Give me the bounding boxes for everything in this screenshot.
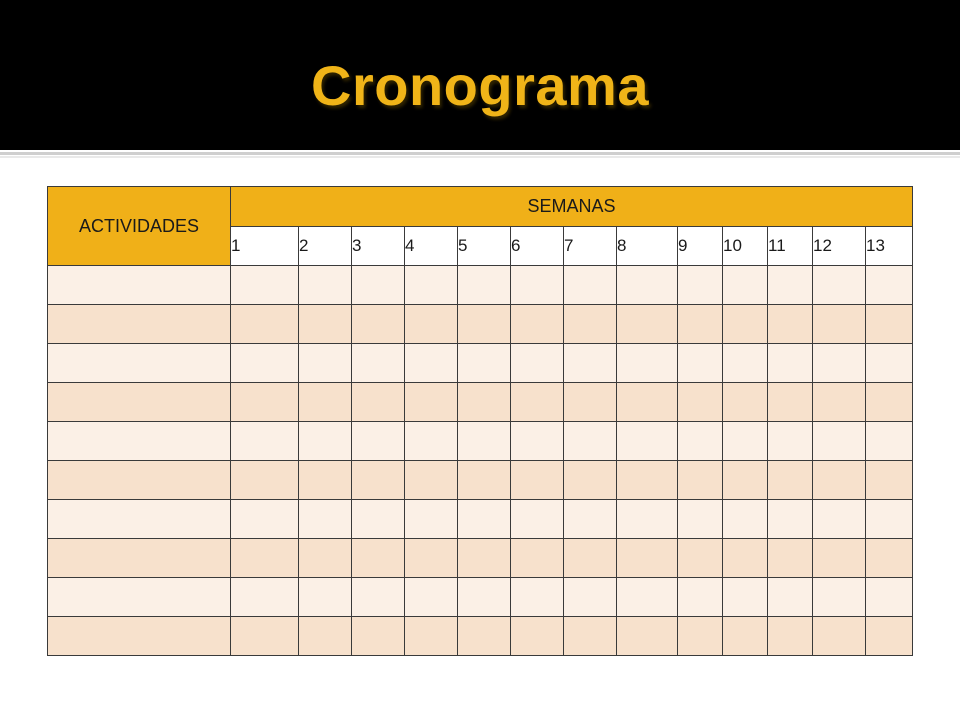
- week-cell[interactable]: [511, 617, 564, 656]
- week-cell[interactable]: [231, 578, 299, 617]
- week-cell[interactable]: [617, 617, 678, 656]
- week-cell[interactable]: [617, 461, 678, 500]
- activity-cell[interactable]: [48, 305, 231, 344]
- week-cell[interactable]: [299, 617, 352, 656]
- week-cell[interactable]: [723, 383, 768, 422]
- week-cell[interactable]: [813, 422, 866, 461]
- schedule-table: [47, 186, 913, 656]
- week-cell[interactable]: [299, 461, 352, 500]
- week-cell[interactable]: [866, 539, 913, 578]
- week-cell[interactable]: [511, 500, 564, 539]
- week-cell[interactable]: [564, 305, 617, 344]
- week-cell[interactable]: [866, 617, 913, 656]
- week-cell[interactable]: [723, 422, 768, 461]
- week-cell[interactable]: [768, 344, 813, 383]
- table-row: [48, 344, 913, 383]
- week-cell[interactable]: [617, 383, 678, 422]
- week-cell[interactable]: [723, 305, 768, 344]
- table-row: [48, 305, 913, 344]
- week-cell[interactable]: [564, 383, 617, 422]
- week-cell[interactable]: [723, 617, 768, 656]
- week-cell[interactable]: [768, 461, 813, 500]
- week-number-3: 3: [352, 226, 405, 266]
- week-number-11: 11: [768, 226, 813, 266]
- week-cell[interactable]: [231, 617, 299, 656]
- week-cell[interactable]: [813, 383, 866, 422]
- week-cell[interactable]: [458, 305, 511, 344]
- week-cell[interactable]: [299, 344, 352, 383]
- activity-cell[interactable]: [48, 578, 231, 617]
- activity-cell[interactable]: [48, 383, 231, 422]
- week-cell[interactable]: [564, 422, 617, 461]
- week-cell[interactable]: [405, 500, 458, 539]
- week-cell[interactable]: [352, 266, 405, 305]
- week-cell[interactable]: [617, 539, 678, 578]
- week-cell[interactable]: [352, 305, 405, 344]
- week-cell[interactable]: [511, 383, 564, 422]
- week-cell[interactable]: [813, 578, 866, 617]
- week-number-6: 6: [511, 226, 564, 266]
- table-row: [48, 539, 913, 578]
- week-cell[interactable]: [405, 422, 458, 461]
- week-cell[interactable]: [723, 578, 768, 617]
- week-cell[interactable]: [458, 383, 511, 422]
- week-cell[interactable]: [617, 422, 678, 461]
- week-cell[interactable]: [405, 539, 458, 578]
- week-cell[interactable]: [511, 461, 564, 500]
- week-cell[interactable]: [405, 461, 458, 500]
- week-cell[interactable]: [231, 305, 299, 344]
- week-cell[interactable]: [564, 500, 617, 539]
- week-cell[interactable]: [511, 344, 564, 383]
- week-cell[interactable]: [866, 461, 913, 500]
- week-cell[interactable]: [813, 305, 866, 344]
- week-cell[interactable]: [405, 578, 458, 617]
- week-cell[interactable]: [678, 305, 723, 344]
- week-cell[interactable]: [299, 383, 352, 422]
- week-number-7: 7: [564, 226, 617, 266]
- title-divider: [0, 152, 960, 155]
- week-cell[interactable]: [678, 578, 723, 617]
- week-cell[interactable]: [768, 500, 813, 539]
- week-cell[interactable]: [405, 617, 458, 656]
- week-cell[interactable]: [231, 266, 299, 305]
- weeks-header: SEMANAS: [231, 187, 913, 227]
- week-cell[interactable]: [352, 422, 405, 461]
- week-cell[interactable]: [723, 539, 768, 578]
- week-cell[interactable]: [458, 617, 511, 656]
- week-number-9: 9: [678, 226, 723, 266]
- week-cell[interactable]: [617, 344, 678, 383]
- activity-cell[interactable]: [48, 617, 231, 656]
- week-cell[interactable]: [723, 344, 768, 383]
- week-cell[interactable]: [813, 344, 866, 383]
- activity-cell[interactable]: [48, 461, 231, 500]
- week-cell[interactable]: [299, 500, 352, 539]
- week-cell[interactable]: [458, 422, 511, 461]
- activities-header: ACTIVIDADES: [48, 187, 231, 266]
- week-cell[interactable]: [678, 539, 723, 578]
- week-cell[interactable]: [866, 578, 913, 617]
- week-cell[interactable]: [768, 266, 813, 305]
- week-cell[interactable]: [405, 266, 458, 305]
- table-row: [48, 383, 913, 422]
- week-cell[interactable]: [231, 500, 299, 539]
- activity-cell[interactable]: [48, 539, 231, 578]
- week-number-4: 4: [405, 226, 458, 266]
- week-cell[interactable]: [352, 344, 405, 383]
- week-cell[interactable]: [405, 305, 458, 344]
- week-cell[interactable]: [511, 305, 564, 344]
- week-cell[interactable]: [866, 500, 913, 539]
- week-cell[interactable]: [458, 539, 511, 578]
- week-cell[interactable]: [866, 344, 913, 383]
- week-cell[interactable]: [564, 539, 617, 578]
- week-cell[interactable]: [678, 383, 723, 422]
- week-cell[interactable]: [299, 266, 352, 305]
- week-cell[interactable]: [723, 266, 768, 305]
- week-cell[interactable]: [564, 461, 617, 500]
- week-cell[interactable]: [231, 539, 299, 578]
- week-cell[interactable]: [866, 305, 913, 344]
- week-cell[interactable]: [678, 422, 723, 461]
- week-cell[interactable]: [564, 617, 617, 656]
- week-cell[interactable]: [564, 344, 617, 383]
- table-row: [48, 422, 913, 461]
- week-number-1: 1: [231, 226, 299, 266]
- table-row: [48, 500, 913, 539]
- week-cell[interactable]: [231, 422, 299, 461]
- week-cell[interactable]: [866, 383, 913, 422]
- week-cell[interactable]: [405, 383, 458, 422]
- week-cell[interactable]: [866, 266, 913, 305]
- week-number-12: 12: [813, 226, 866, 266]
- week-cell[interactable]: [617, 266, 678, 305]
- week-cell[interactable]: [352, 383, 405, 422]
- week-cell[interactable]: [352, 617, 405, 656]
- week-number-13: 13: [866, 226, 913, 266]
- week-cell[interactable]: [231, 461, 299, 500]
- week-cell[interactable]: [511, 422, 564, 461]
- week-number-5: 5: [458, 226, 511, 266]
- week-cell[interactable]: [564, 266, 617, 305]
- week-cell[interactable]: [617, 578, 678, 617]
- week-cell[interactable]: [768, 305, 813, 344]
- table-row: [48, 578, 913, 617]
- week-cell[interactable]: [458, 344, 511, 383]
- slide-title: Cronograma: [311, 53, 649, 117]
- schedule-body: [48, 266, 913, 656]
- title-divider-secondary: [0, 156, 960, 158]
- week-cell[interactable]: [866, 422, 913, 461]
- week-cell[interactable]: [813, 617, 866, 656]
- week-cell[interactable]: [678, 617, 723, 656]
- week-cell[interactable]: [564, 578, 617, 617]
- week-cell[interactable]: [352, 578, 405, 617]
- week-cell[interactable]: [299, 578, 352, 617]
- activity-cell[interactable]: [48, 266, 231, 305]
- week-cell[interactable]: [352, 539, 405, 578]
- week-cell[interactable]: [299, 305, 352, 344]
- week-cell[interactable]: [231, 344, 299, 383]
- week-cell[interactable]: [678, 461, 723, 500]
- week-cell[interactable]: [458, 500, 511, 539]
- week-cell[interactable]: [678, 500, 723, 539]
- week-cell[interactable]: [768, 617, 813, 656]
- week-cell[interactable]: [511, 266, 564, 305]
- week-cell[interactable]: [617, 500, 678, 539]
- week-number-8: 8: [617, 226, 678, 266]
- week-cell[interactable]: [231, 383, 299, 422]
- activity-cell[interactable]: [48, 344, 231, 383]
- week-cell[interactable]: [352, 500, 405, 539]
- week-cell[interactable]: [678, 266, 723, 305]
- week-cell[interactable]: [405, 344, 458, 383]
- week-number-2: 2: [299, 226, 352, 266]
- table-row: [48, 617, 913, 656]
- week-cell[interactable]: [723, 500, 768, 539]
- week-cell[interactable]: [813, 500, 866, 539]
- table-row: [48, 461, 913, 500]
- week-cell[interactable]: [678, 344, 723, 383]
- week-cell[interactable]: [768, 383, 813, 422]
- week-cell[interactable]: [511, 539, 564, 578]
- week-cell[interactable]: [768, 539, 813, 578]
- activity-cell[interactable]: [48, 500, 231, 539]
- week-cell[interactable]: [768, 422, 813, 461]
- week-cell[interactable]: [617, 305, 678, 344]
- week-cell[interactable]: [768, 578, 813, 617]
- week-cell[interactable]: [458, 266, 511, 305]
- week-cell[interactable]: [352, 461, 405, 500]
- week-cell[interactable]: [299, 539, 352, 578]
- week-cell[interactable]: [723, 461, 768, 500]
- week-cell[interactable]: [458, 578, 511, 617]
- week-cell[interactable]: [813, 539, 866, 578]
- activity-cell[interactable]: [48, 422, 231, 461]
- week-cell[interactable]: [813, 461, 866, 500]
- week-cell[interactable]: [813, 266, 866, 305]
- week-number-10: 10: [723, 226, 768, 266]
- week-cell[interactable]: [299, 422, 352, 461]
- week-cell[interactable]: [458, 461, 511, 500]
- table-row: [48, 266, 913, 305]
- week-cell[interactable]: [511, 578, 564, 617]
